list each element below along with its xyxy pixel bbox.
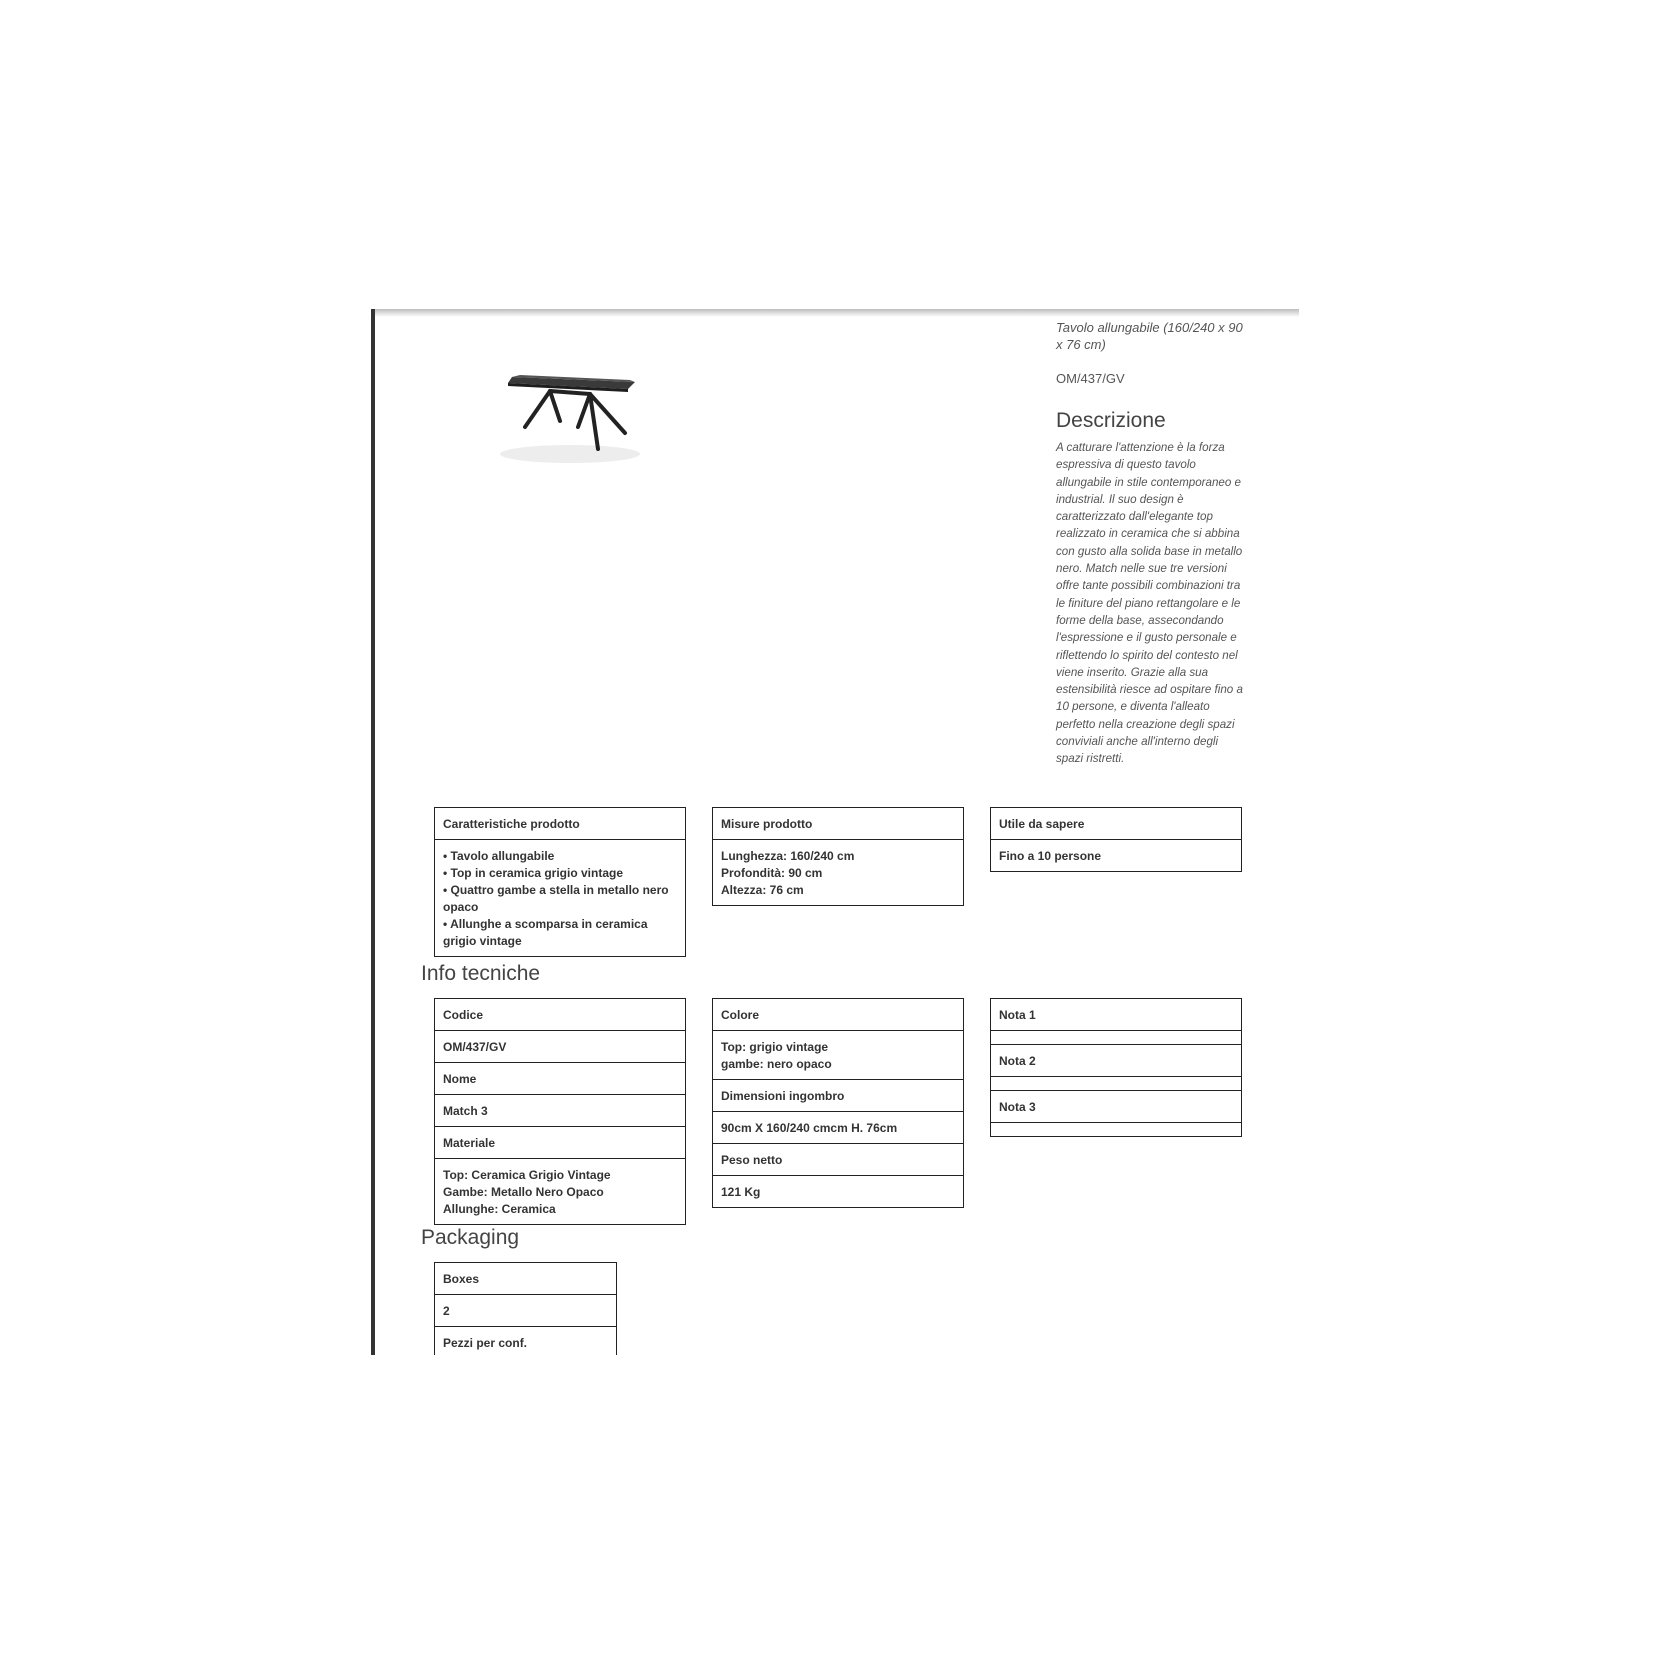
nota2-label: Nota 2 xyxy=(991,1045,1241,1077)
misure-line: Lunghezza: 160/240 cm xyxy=(721,849,855,863)
info-tecniche-heading: Info tecniche xyxy=(421,962,541,985)
boxes-value: 2 xyxy=(435,1295,616,1327)
utile-value: Fino a 10 persone xyxy=(991,840,1241,872)
colore-line: Top: grigio vintage xyxy=(721,1040,829,1054)
nota2-value xyxy=(991,1077,1241,1091)
document-page xyxy=(371,309,1299,1355)
codice-label: Codice xyxy=(435,999,685,1031)
materiale-line: Top: Ceramica Grigio Vintage xyxy=(443,1168,611,1182)
nota1-label: Nota 1 xyxy=(991,999,1241,1031)
list-item: • Quattro gambe a stella in metallo nero opaco xyxy=(443,883,669,914)
colore-label: Colore xyxy=(713,999,963,1031)
materiale-value xyxy=(435,1159,685,1225)
caratteristiche-list xyxy=(435,840,685,957)
boxes-label: Boxes xyxy=(435,1263,616,1295)
colore-value xyxy=(713,1031,963,1080)
misure-title: Misure prodotto xyxy=(713,808,963,840)
table-info-left xyxy=(434,998,686,1225)
nome-label: Nome xyxy=(435,1063,685,1095)
dimensioni-label: Dimensioni ingombro xyxy=(713,1080,963,1112)
table-utile xyxy=(990,807,1242,872)
misure-values xyxy=(713,840,963,906)
nome-value: Match 3 xyxy=(435,1095,685,1127)
materiale-line: Gambe: Metallo Nero Opaco xyxy=(443,1185,604,1199)
table-packaging xyxy=(434,1262,617,1355)
caratteristiche-title: Caratteristiche prodotto xyxy=(435,808,685,840)
table-note xyxy=(990,998,1242,1137)
list-item: • Allunghe a scomparsa in ceramica grigio vintage xyxy=(443,917,648,948)
product-subtitle: Tavolo allungabile (160/240 x 90 x 76 cm) xyxy=(1056,320,1243,352)
nota1-value xyxy=(991,1031,1241,1045)
peso-label: Peso netto xyxy=(713,1144,963,1176)
misure-line: Profondità: 90 cm xyxy=(721,866,823,880)
materiale-label: Materiale xyxy=(435,1127,685,1159)
dimensioni-value: 90cm X 160/240 cmcm H. 76cm xyxy=(713,1112,963,1144)
nota3-value xyxy=(991,1123,1241,1137)
product-table-image xyxy=(490,369,645,469)
peso-value: 121 Kg xyxy=(713,1176,963,1208)
pezzi-label: Pezzi per conf. xyxy=(435,1327,616,1355)
nota3-label: Nota 3 xyxy=(991,1091,1241,1123)
product-code: OM/437/GV xyxy=(1056,371,1125,386)
list-item: • Top in ceramica grigio vintage xyxy=(443,866,624,880)
table-info-middle xyxy=(712,998,964,1208)
packaging-heading: Packaging xyxy=(421,1226,520,1249)
list-item: • Tavolo allungabile xyxy=(443,849,555,863)
product-summary xyxy=(1056,319,1246,768)
misure-line: Altezza: 76 cm xyxy=(721,883,804,897)
table-misure xyxy=(712,807,964,906)
materiale-line: Allunghe: Ceramica xyxy=(443,1202,556,1216)
colore-line: gambe: nero opaco xyxy=(721,1057,832,1071)
codice-value: OM/437/GV xyxy=(435,1031,685,1063)
description-heading: Descrizione xyxy=(1056,409,1166,432)
description-text: A catturare l'attenzione è la forza espressiva di questo tavolo allungabile in stile contemporaneo e industrial. Il suo design è caratterizzato dall'elegante top realizzato in ceramica che si abbina con gusto alla solida base in metallo nero. Match nelle sue tre versioni offre tante possibili combinazioni tra le finiture del piano rettangolare e le forme della base, assecondando l'espressione e il gusto personale e riflettendo lo spirito del contesto nel viene inserito. Grazie alla sua estensibilità riesce ad ospitare fino a 10 persone, e diventa l'alleato perfetto nella creazione degli spazi conviviali anche all'interno degli spazi ristretti. xyxy=(1056,441,1243,766)
utile-title: Utile da sapere xyxy=(991,808,1241,840)
page-top-shadow xyxy=(375,309,1299,317)
table-caratteristiche xyxy=(434,807,686,957)
